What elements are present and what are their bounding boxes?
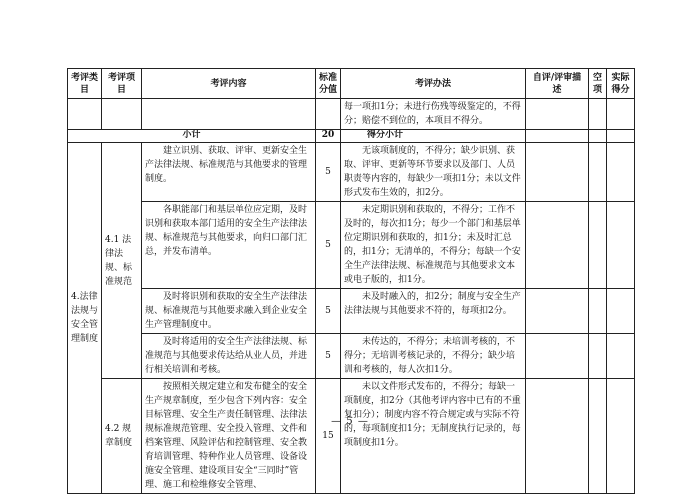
table-row	[68, 202, 635, 289]
table-row	[68, 143, 635, 202]
table-row	[68, 99, 635, 130]
header-selfdesc: 自评/评审描述	[526, 69, 589, 99]
content-cell: 按照相关规定建立和发布健全的安全生产规章制度，至少包含下列内容：安全目标管理、安全生产责任制管理、法律法规标准规范管理、安全投入管理、文件和档案管理、风险评估和控制管理、安全教育培训管理、特种作业人员管理、设备设施安全管理、建设项目安全“三同时”管理、施工和检维修安全管理、	[142, 379, 316, 494]
evaluation-table	[67, 68, 635, 494]
header-category: 考评类目	[68, 69, 102, 99]
subtotal-method: 得分小计	[341, 130, 526, 143]
header-score: 标准分值	[316, 69, 341, 99]
header-project: 考评项目	[102, 69, 142, 99]
header-empty: 空项	[589, 69, 607, 99]
category-cell: 4.法律法规与安全管理制度	[68, 143, 102, 494]
page-number: — 5 —	[331, 416, 369, 427]
method-cell: 未及时融入的，扣2分；制度与安全生产法律法规与其他要求不符的，每项扣2分。	[341, 289, 526, 334]
score-cell: 15	[316, 379, 341, 494]
method-cell: 每一项扣1分；未进行伤残等级鉴定的，不得分；赔偿不到位的，本项目不得分。	[341, 99, 526, 130]
content-cell: 建立识别、获取、评审、更新安全生产法律法规、标准规范与其他要求的管理制度。	[142, 143, 316, 202]
header-content: 考评内容	[142, 69, 316, 99]
header-method: 考评办法	[341, 69, 526, 99]
method-cell: 无该项制度的，不得分；缺少识别、获取、评审、更新等环节要求以及部门、人员职责等内容的，每缺少一项扣1分；未以文件形式发布生效的，扣2分。	[341, 143, 526, 202]
table-row	[68, 379, 635, 494]
score-cell: 5	[316, 334, 341, 379]
header-actual: 实际得分	[607, 69, 635, 99]
subtotal-score: 20	[316, 130, 341, 143]
method-cell: 未定期识别和获取的，不得分；工作不及时的，每次扣1分；每少一个部门和基层单位定期识别和获取的，扣1分；未及时汇总的，扣1分；无清单的，不得分；每缺一个安全生产法律法规、标准规范与其他要求文本或电子版的，扣1分。	[341, 202, 526, 289]
project-cell: 4.2 规章制度	[102, 379, 142, 494]
score-cell: 5	[316, 202, 341, 289]
subtotal-label: 小计	[68, 130, 316, 143]
table-row	[68, 289, 635, 334]
content-cell: 及时将适用的安全生产法律法规、标准规范与其他要求传达给从业人员，并进行相关培训和考核。	[142, 334, 316, 379]
method-cell: 未以文件形式发布的，不得分；每缺一项制度，扣2分（其他考评内容中已有的不重复扣分）；制度内容不符合规定或与实际不符的，每项制度扣1分；无制度执行记录的，每项制度扣1分。	[341, 379, 526, 494]
method-cell: 未传达的，不得分；未培训考核的，不得分；无培训考核记录的，不得分；缺少培训和考核的，每人次扣1分。	[341, 334, 526, 379]
content-cell: 各职能部门和基层单位应定期，及时识别和获取本部门适用的安全生产法律法规、标准规范与其他要求，向归口部门汇总，并发布清单。	[142, 202, 316, 289]
score-cell: 5	[316, 289, 341, 334]
header-row	[68, 69, 635, 99]
score-cell: 5	[316, 143, 341, 202]
table-row	[68, 334, 635, 379]
content-cell: 及时将识别和获取的安全生产法律法规、标准规范与其他要求融入到企业安全生产管理制度中。	[142, 289, 316, 334]
project-cell: 4.1 法律法规、标准规范	[102, 143, 142, 379]
subtotal-row	[68, 130, 635, 143]
